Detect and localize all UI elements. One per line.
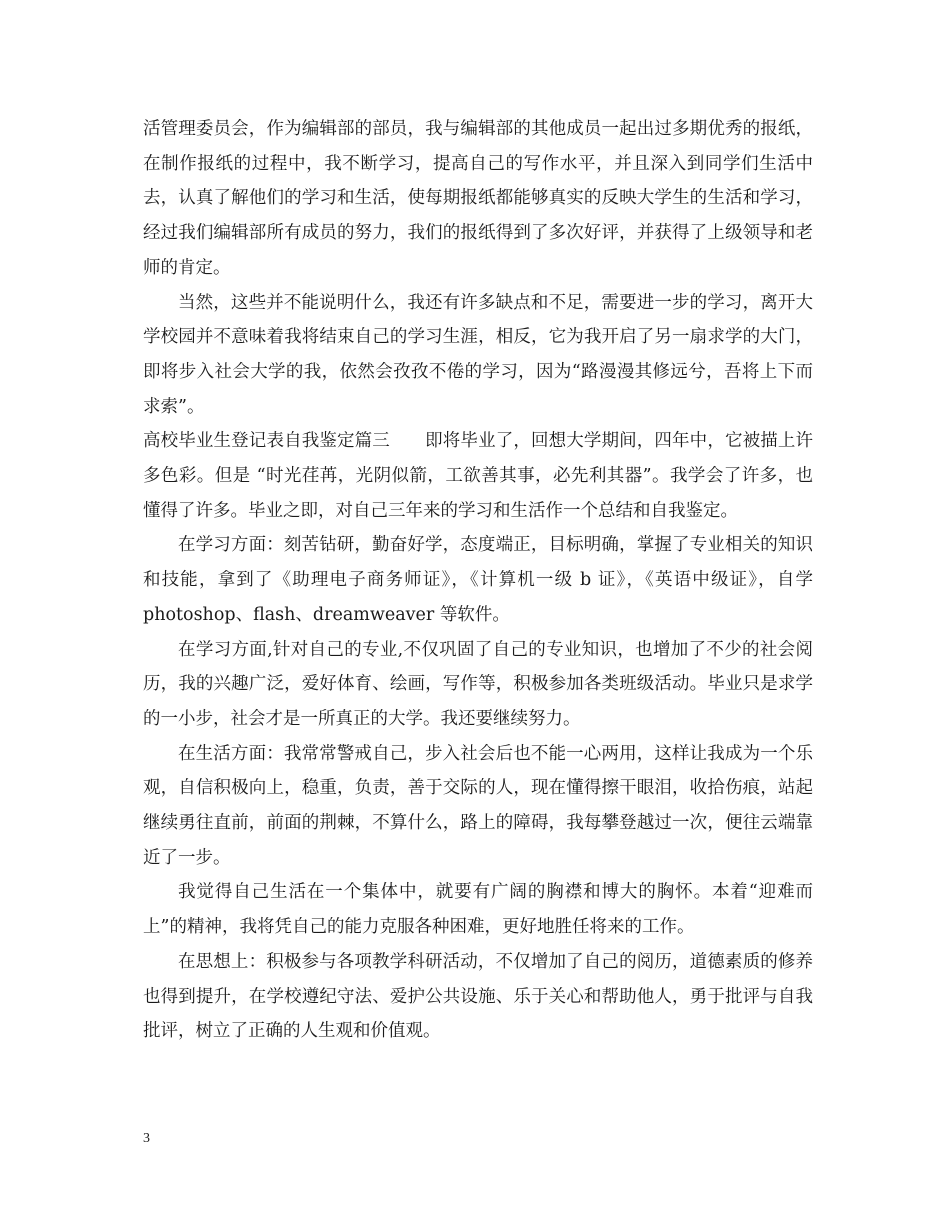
paragraph-continued-committee: 活管理委员会，作为编辑部的部员，我与编辑部的其他成员一起出过多期优秀的报纸，在制作报纸的过程中，我不断学习，提高自己的写作水平，并且深入到同学们生活中去，认真了解他们的学习和生活，使每期报纸都能够真实的反映大学生的生活和学习，经过我们编辑部所有成员的努力，我们的报纸得到了多次好评，并获得了上级领导和老师的肯定。 [143, 119, 813, 278]
paragraph-study-major: 在学习方面,针对自己的专业,不仅巩固了自己的专业知识，也增加了不少的社会阅历，我的兴趣广泛，爱好体育、绘画，写作等，积极参加各类班级活动。毕业只是求学的一小步，社会才是一所真正的大学。我还要继续努力。 [143, 639, 813, 729]
paragraph-shortcomings: 当然，这些并不能说明什么，我还有许多缺点和不足，需要进一步的学习，离开大学校园并不意味着我将结束自己的学习生涯，相反，它为我开启了另一扇求学的大门，即将步入社会大学的我，依然会孜孜不倦的学习，因为“路漫漫其修远兮，吾将上下而求索”。 [143, 292, 813, 417]
document-body [143, 112, 813, 1049]
paragraph-section-three-intro: 高校毕业生登记表自我鉴定篇三 即将毕业了，回想大学期间，四年中，它被描上许多色彩。但是 “时光荏苒，光阴似箭，工欲善其事，必先利其器”。我学会了许多，也懂得了许多。毕业之即，对自己三年来的学习和生活作一个总结和自我鉴定。 [143, 431, 813, 521]
paragraph-life: 在生活方面：我常常警戒自己，步入社会后也不能一心两用，这样让我成为一个乐观，自信积极向上，稳重，负责，善于交际的人，现在懂得擦干眼泪，收拾伤痕，站起继续勇往直前，前面的荆棘，不算什么，路上的障碍，我每攀登越过一次，便往云端靠近了一步。 [143, 743, 813, 868]
paragraph-ideology: 在思想上：积极参与各项教学科研活动，不仅增加了自己的阅历，道德素质的修养也得到提升，在学校遵纪守法、爱护公共设施、乐于关心和帮助他人，勇于批评与自我批评，树立了正确的人生观和价值观。 [143, 951, 813, 1042]
page-number: 3 [143, 1131, 150, 1146]
paragraph-collective: 我觉得自己生活在一个集体中，就要有广阔的胸襟和博大的胸怀。本着“迎难而上”的精神，我将凭自己的能力克服各种困难，更好地胜任将来的工作。 [143, 882, 813, 938]
paragraph-study-skills: 在学习方面：刻苦钻研，勤奋好学，态度端正，目标明确，掌握了专业相关的知识和技能，拿到了《助理电子商务师证》，《计算机一级 b 证》，《英语中级证》，自学 photoshop、flash、dreamweaver 等软件。 [143, 535, 813, 625]
